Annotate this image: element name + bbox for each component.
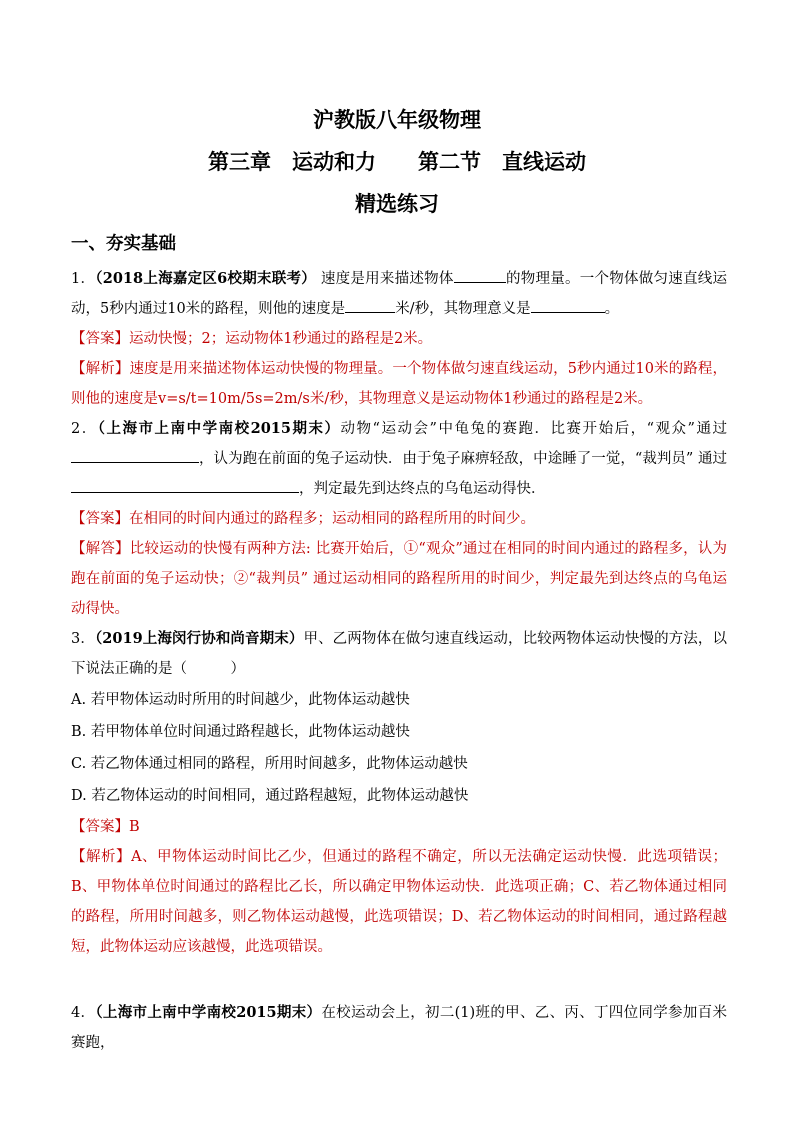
answer-blank [454,268,506,283]
question-number: 1． [71,271,96,287]
analysis-text: 比较运动的快慢有两种方法: 比赛开始后，①“观众”通过在相同的时间内通过的路程多，认为跑在前面的兔子运动快；②“裁判员” 通过运动相同的路程所用的时间少，判定最先到达终点的乌龟运动得快。 [71,541,727,617]
option-b: B. 若甲物体单位时间通过路程越长，此物体运动越快 [71,724,410,740]
answer-blank [531,298,605,313]
answer-text: 运动快慢；2；运动物体1秒通过的路程是2米。 [129,331,433,347]
analysis-tag: 【解析】 [71,361,130,377]
spacer [71,962,727,998]
answer-blank [345,298,395,313]
answer-text: B [129,819,140,835]
analysis-line [71,842,727,962]
answer-line [71,324,727,354]
question-source: （上海市上南中学南校2015期末） [95,1004,322,1021]
analysis-text: 速度是用来描述物体运动快慢的物理量。一个物体做匀速直线运动，5秒内通过10米的路程，则他的速度是v=s/t=10m/5s=2m/s米/秒，其物理意义是运动物体1秒通过的路程是2米。 [71,361,727,407]
analysis-line [71,354,727,414]
option-c: C. 若乙物体通过相同的路程，所用时间越多，此物体运动越快 [71,756,468,772]
answer-tag: 【答案】 [71,511,129,527]
analysis-tag: 【解析】 [71,849,132,865]
question-text-part: 在校运动会上，初二(1)班的甲、乙、丙、丁四位同学参加百米赛跑， [71,1005,727,1051]
answer-tag: 【答案】 [71,331,129,347]
question-3 [71,624,727,962]
answer-blank [71,478,299,493]
content [71,230,727,1058]
question-text-part: 速度是用来描述物体 [316,271,454,287]
question-source: （2019上海闵行协和尚音期末） [94,630,304,647]
question-text [71,998,727,1058]
question-text-part: 。 [604,301,620,317]
question-1 [71,264,727,414]
option-d: D. 若乙物体运动的时间相同，通过路程越短，此物体运动越快 [71,788,469,804]
answer-blank [71,448,199,463]
question-text-part: 动物“运动会”中龟兔的赛跑．比赛开始后，“观众”通过 [340,421,727,437]
question-number: 2． [71,421,98,437]
question-text-part: 甲、乙两物体在做匀速直线运动，比较两物体运动快慢的方法，以下说法正确的是（ ） [71,631,727,677]
question-source: （2018上海嘉定区6校期末联考） [95,270,317,287]
question-text-part: ，判定最先到达终点的乌龟运动得快． [299,481,546,497]
question-text-part: 的物理量。一个物体做匀速直线运动，5秒内通过10米的路程，则他的速度是 [71,271,728,317]
question-text-part: ，认为跑在前面的兔子运动快．由于兔子麻痹轻敌，中途睡了一觉，“裁判员” 通过 [199,451,727,467]
document-title: 沪教版八年级物理 [313,107,481,132]
question-text [71,264,727,324]
chapter-title: 第三章 运动和力 第二节 直线运动 [208,149,586,174]
analysis-tag: 【解答】 [71,541,130,557]
answer-text: 在相同的时间内通过的路程多；运动相同的路程所用的时间少。 [129,511,535,527]
question-2 [71,414,727,624]
question-number: 3． [71,631,95,647]
question-4 [71,998,727,1058]
section-heading: 一、夯实基础 [71,234,176,254]
question-text [71,414,727,504]
title-block [0,100,794,220]
exercise-title: 精选练习 [355,191,439,216]
analysis-line [71,534,727,624]
answer-line [71,504,727,534]
question-text-part: 米/秒，其物理意义是 [395,301,531,317]
answer-tag: 【答案】 [71,819,129,835]
analysis-text: A、甲物体运动时间比乙少，但通过的路程不确定，所以无法确定运动快慢．此选项错误；B、甲物体单位时间通过的路程比乙长，所以确定甲物体运动快．此选项正确；C、若乙物体通过相同的路程，所用时间越多，则乙物体运动越慢，此选项错误；D、若乙物体运动的时间相同，通过路程越短，此物体运动应该越慢，此选项错误。 [71,849,728,955]
question-number: 4． [71,1005,96,1021]
option-a: A. 若甲物体运动时所用的时间越少，此物体运动越快 [71,692,410,708]
question-text [71,624,727,684]
question-source: （上海市上南中学南校2015期末） [97,420,341,437]
answer-line [71,812,727,842]
